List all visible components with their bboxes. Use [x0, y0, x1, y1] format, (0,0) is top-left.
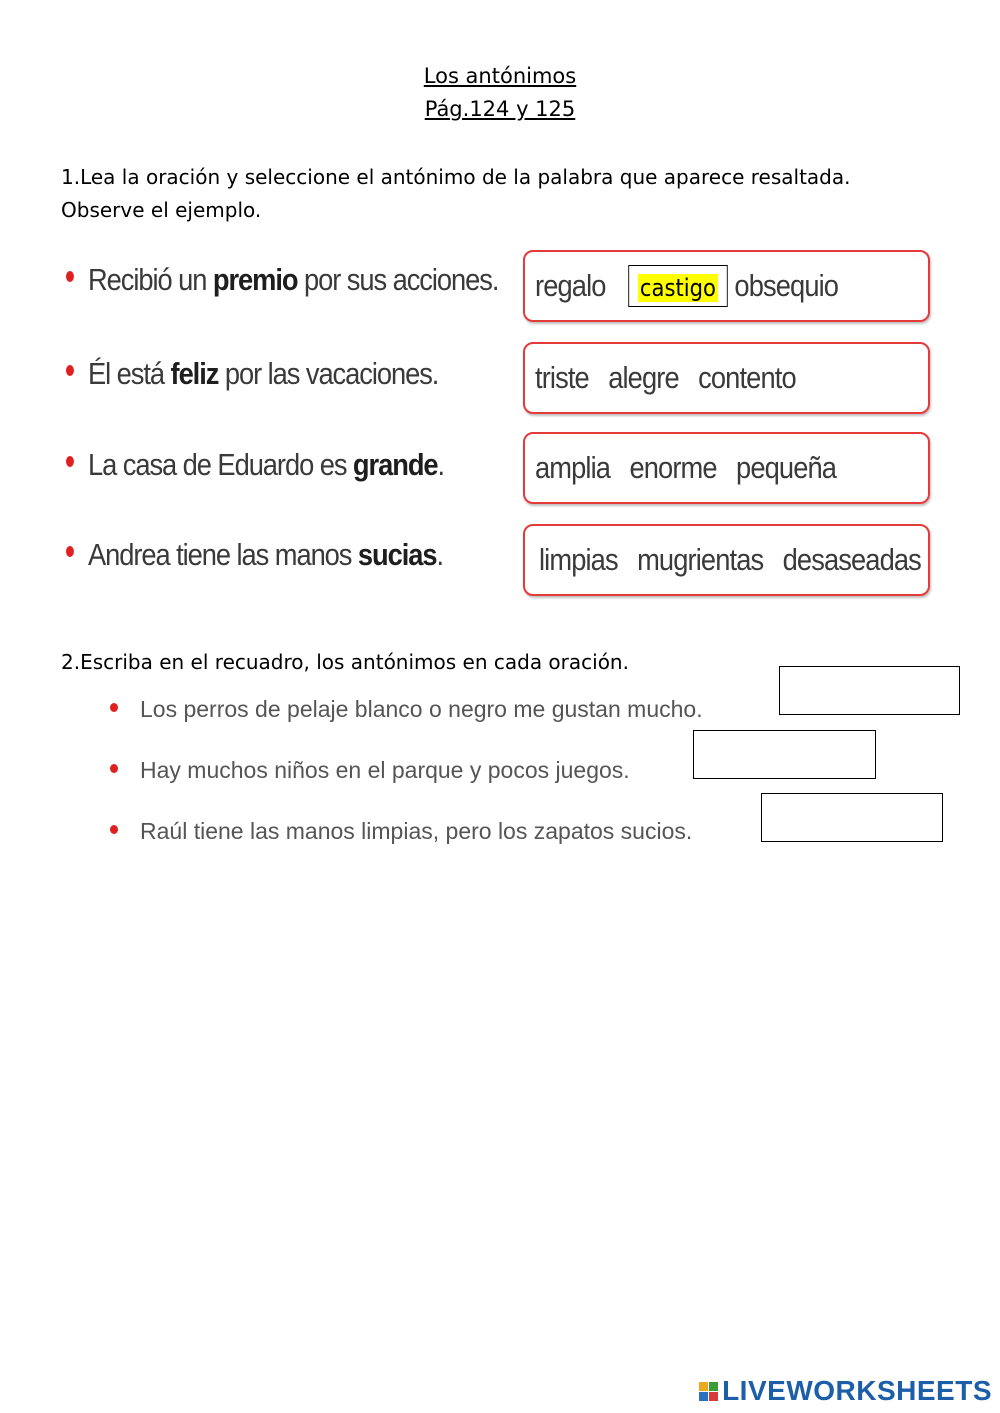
page-reference: Pág.124 y 125	[424, 97, 576, 121]
section1-instruction: 1.Lea la oración y seleccione el antónimo de la palabra que aparece resaltada. Observe el ejemplo.	[61, 165, 851, 222]
option[interactable]: contento	[698, 360, 796, 395]
page-title: Los antónimos	[423, 64, 577, 88]
sentence-7: Raúl tiene las manos limpias, pero los zapatos sucios.	[110, 818, 692, 845]
options-box-2	[523, 342, 930, 414]
sentence-1: Recibió un premio por sus acciones.	[66, 262, 498, 298]
bullet-icon	[66, 365, 74, 376]
liveworksheets-logo: LIVEWORKSHEETS	[699, 1375, 992, 1407]
option[interactable]: pequeña	[736, 450, 837, 485]
sentence-2: Él está feliz por las vacaciones.	[66, 356, 438, 392]
option[interactable]: mugrientas	[637, 542, 764, 577]
bullet-icon	[110, 825, 118, 834]
options-box-3	[523, 432, 930, 504]
option[interactable]: enorme	[629, 450, 717, 485]
option[interactable]: desaseadas	[782, 542, 921, 577]
bullet-icon	[66, 271, 74, 282]
sentence-4: Andrea tiene las manos sucias.	[66, 537, 443, 573]
options-box-1	[523, 250, 930, 322]
bullet-icon	[66, 546, 74, 557]
option[interactable]: triste	[535, 360, 589, 395]
logo-mark-icon	[699, 1382, 718, 1401]
bullet-icon	[110, 764, 118, 773]
sentence-3: La casa de Eduardo es grande.	[66, 447, 444, 483]
section2-instruction: 2.Escriba en el recuadro, los antónimos en cada oración.	[61, 650, 629, 674]
option[interactable]: limpias	[539, 542, 618, 577]
selected-option[interactable]: castigo	[628, 265, 727, 307]
option[interactable]: regalo	[535, 268, 606, 303]
option[interactable]: alegre	[608, 360, 679, 395]
highlighted-word: feliz	[170, 356, 219, 391]
bullet-icon	[66, 456, 74, 467]
option[interactable]: obsequio	[734, 268, 839, 303]
highlighted-word: premio	[212, 262, 298, 297]
options-box-4	[523, 524, 930, 596]
bullet-icon	[110, 703, 118, 712]
answer-input-1[interactable]	[779, 666, 960, 715]
option[interactable]: amplia	[535, 450, 611, 485]
sentence-5: Los perros de pelaje blanco o negro me gustan mucho.	[110, 696, 703, 723]
answer-input-3[interactable]	[761, 793, 943, 842]
highlighted-word: sucias	[357, 537, 437, 572]
highlighted-word: grande	[352, 447, 438, 482]
answer-input-2[interactable]	[693, 730, 876, 779]
sentence-6: Hay muchos niños en el parque y pocos juegos.	[110, 757, 630, 784]
